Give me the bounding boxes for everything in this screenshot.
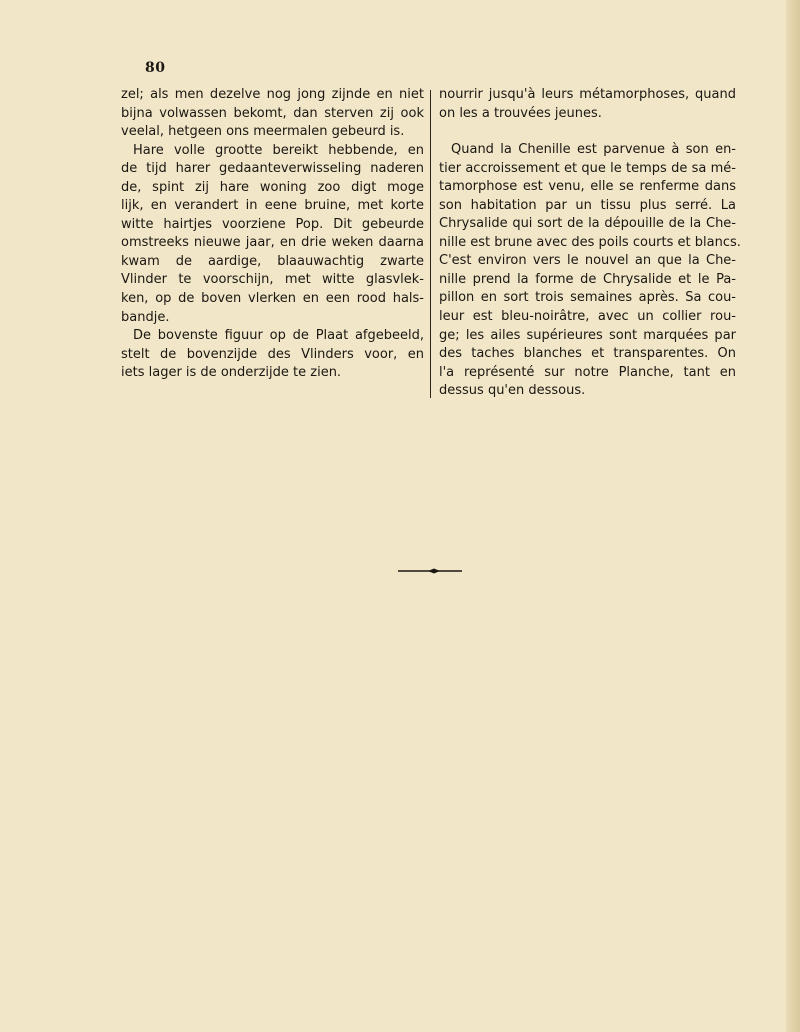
text-line: nille est brune avec des poils courts et blancs.	[439, 234, 741, 250]
text-line: dessus qu'en dessous.	[439, 383, 586, 399]
text-line: C'est environ vers le nouvel an que la Che-	[439, 253, 736, 269]
text-line: nourrir jusqu'à leurs métamorphoses, quand	[439, 87, 736, 102]
text-line: ge; les ailes supérieures sont marquées par	[439, 327, 736, 343]
text-line: veelal, hetgeen ons meermalen gebeurd is.	[121, 124, 405, 140]
text-line: ken, op de boven vlerken en een rood hals-	[121, 291, 424, 307]
text-line: on les a trouvées jeunes.	[439, 105, 602, 121]
text-line: de, spint zij hare woning zoo digt moge	[121, 179, 424, 195]
text-line: l'a représenté sur notre Planche, tant en	[439, 364, 736, 380]
dutch-column	[121, 86, 424, 383]
text-line: Hare volle grootte bereikt hebbende, en	[133, 142, 424, 158]
divider-ornament	[398, 567, 462, 575]
text-line: kwam de aardige, blaauwachtig zwarte	[121, 253, 424, 269]
text-line: de tijd harer gedaanteverwisseling naderen	[121, 161, 424, 177]
text-line: De bovenste figuur op de Plaat afgebeeld,	[133, 328, 424, 344]
text-line: omstreeks nieuwe jaar, en drie weken daarna	[121, 235, 424, 251]
text-line: leur est bleu-noirâtre, avec un collier rou-	[439, 309, 736, 325]
column-divider	[430, 90, 431, 398]
text-line: Vlinder te voorschijn, met witte glasvlek-	[121, 272, 424, 288]
text-line: son habitation par un tissu plus serré. La	[439, 197, 736, 213]
text-line: witte hairtjes voorziene Pop. Dit gebeurde	[121, 216, 424, 232]
text-line: tier accroissement et que le temps de sa mé-	[439, 160, 736, 176]
french-column	[439, 86, 741, 401]
text-line: bijna volwassen bekomt, dan sterven zij ook	[121, 105, 424, 121]
text-line: tamorphose est venu, elle se renferme dans	[439, 179, 736, 195]
page-number: 80	[145, 60, 166, 76]
text-line: Quand la Chenille est parvenue à son en-	[451, 142, 736, 158]
text-line: des taches blanches et transparentes. On	[439, 346, 736, 362]
text-line: iets lager is de onderzijde te zien.	[121, 365, 342, 381]
text-line: zel; als men dezelve nog jong zijnde en niet	[121, 87, 424, 102]
text-line: nille prend la forme de Chrysalide et le Pa-	[439, 271, 736, 287]
text-line: Chrysalide qui sort de la dépouille de la Che-	[439, 216, 736, 232]
text-line: lijk, en verandert in eene bruine, met korte	[121, 198, 424, 214]
text-line: bandje.	[121, 309, 170, 325]
text-line: stelt de bovenzijde des Vlinders voor, en	[121, 346, 424, 362]
page-edge	[786, 0, 800, 1032]
text-line: pillon en sort trois semaines après. Sa cou-	[439, 290, 736, 306]
